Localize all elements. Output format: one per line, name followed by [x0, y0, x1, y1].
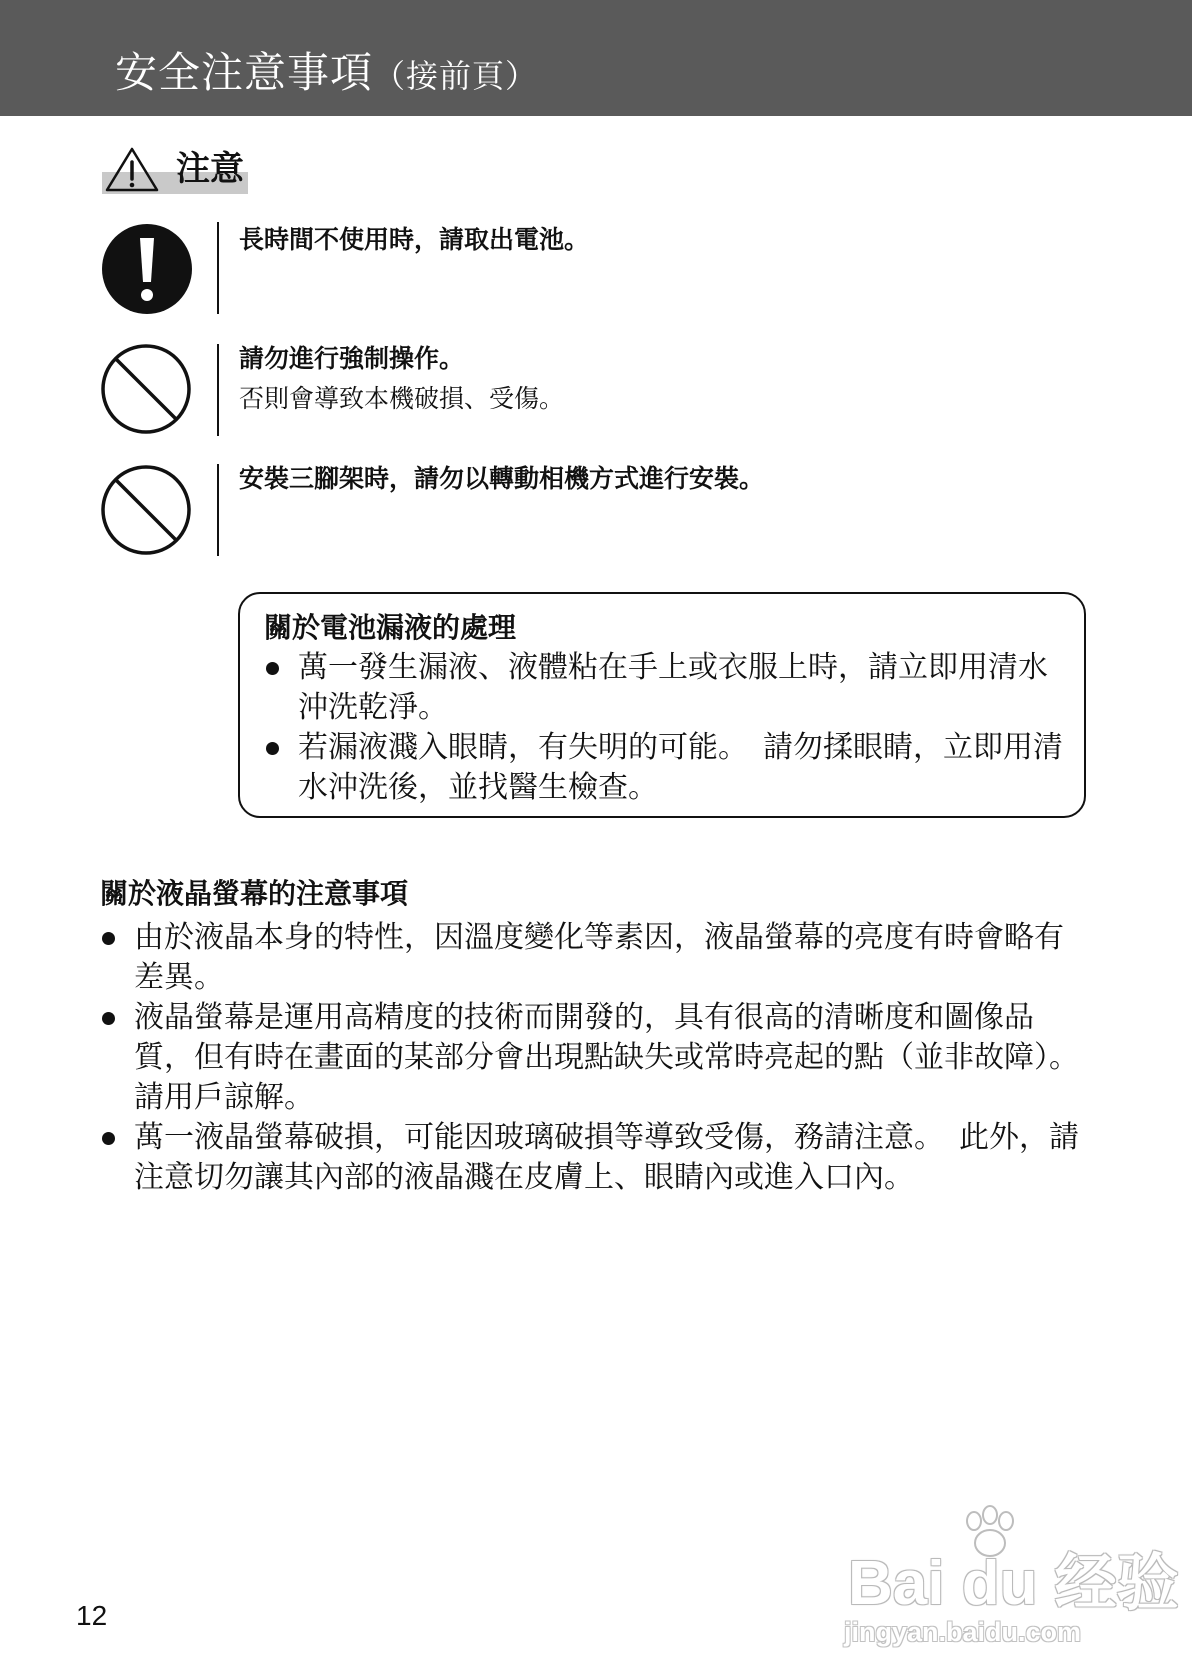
list-item: 萬一發生漏液、液體粘在手上或衣服上時，請立即用清水沖洗乾淨。	[264, 648, 1064, 728]
baidu-jingyan-watermark	[838, 1505, 1179, 1655]
warning-3-line-1: 安裝三腳架時，請勿以轉動相機方式進行安裝。	[239, 464, 765, 493]
list-item: 若漏液濺入眼睛，有失明的可能。 請勿揉眼睛，立即用清水沖洗後，並找醫生檢查。	[264, 728, 1064, 808]
prohibited-circle-icon	[100, 464, 192, 556]
list-item: 液晶螢幕是運用高精度的技術而開發的，具有很高的清晰度和圖像品質，但有時在畫面的某部分會出現點缺失或常時亮起的點（並非故障）。請用戶諒解。	[100, 998, 1090, 1118]
battery-leak-list	[264, 648, 1064, 808]
caution-heading	[100, 146, 248, 194]
warning-2-line-2: 否則會導致本機破損、受傷。	[239, 384, 565, 413]
battery-leak-title: 關於電池漏液的處理	[264, 611, 517, 644]
lcd-precautions-section	[100, 874, 1090, 1198]
watermark-url: jingyan.baidu.com	[844, 1617, 1082, 1647]
warning-1-line-1: 長時間不使用時，請取出電池。	[239, 225, 590, 254]
battery-leak-box	[238, 592, 1086, 818]
list-item: 由於液晶本身的特性，因溫度變化等素因，液晶螢幕的亮度有時會略有差異。	[100, 918, 1090, 998]
header-title-text: 安全注意事項	[115, 48, 374, 97]
warning-divider	[217, 344, 219, 436]
header-subtitle: （接前頁）	[373, 57, 539, 95]
warning-triangle-icon	[104, 146, 160, 192]
warning-text-1	[239, 220, 589, 260]
lcd-precautions-list	[100, 918, 1090, 1198]
page-header	[0, 0, 1192, 116]
warning-text-2	[239, 339, 564, 419]
watermark-logo: Bai du 经验	[848, 1549, 1179, 1618]
page-number: 12	[76, 1600, 108, 1631]
caution-label: 注意	[176, 149, 244, 189]
warning-divider	[217, 222, 219, 314]
page-title	[115, 44, 538, 105]
warning-2-line-1: 請勿進行強制操作。	[239, 344, 465, 373]
list-item: 萬一液晶螢幕破損，可能因玻璃破損等導致受傷，務請注意。 此外，請注意切勿讓其內部的液晶濺在皮膚上、眼睛內或進入口內。	[100, 1118, 1090, 1198]
exclamation-circle-icon	[100, 222, 194, 316]
lcd-precautions-title: 關於液晶螢幕的注意事項	[100, 877, 409, 910]
warning-divider	[217, 464, 219, 556]
warning-text-3	[239, 459, 764, 499]
prohibited-circle-icon	[100, 343, 192, 435]
